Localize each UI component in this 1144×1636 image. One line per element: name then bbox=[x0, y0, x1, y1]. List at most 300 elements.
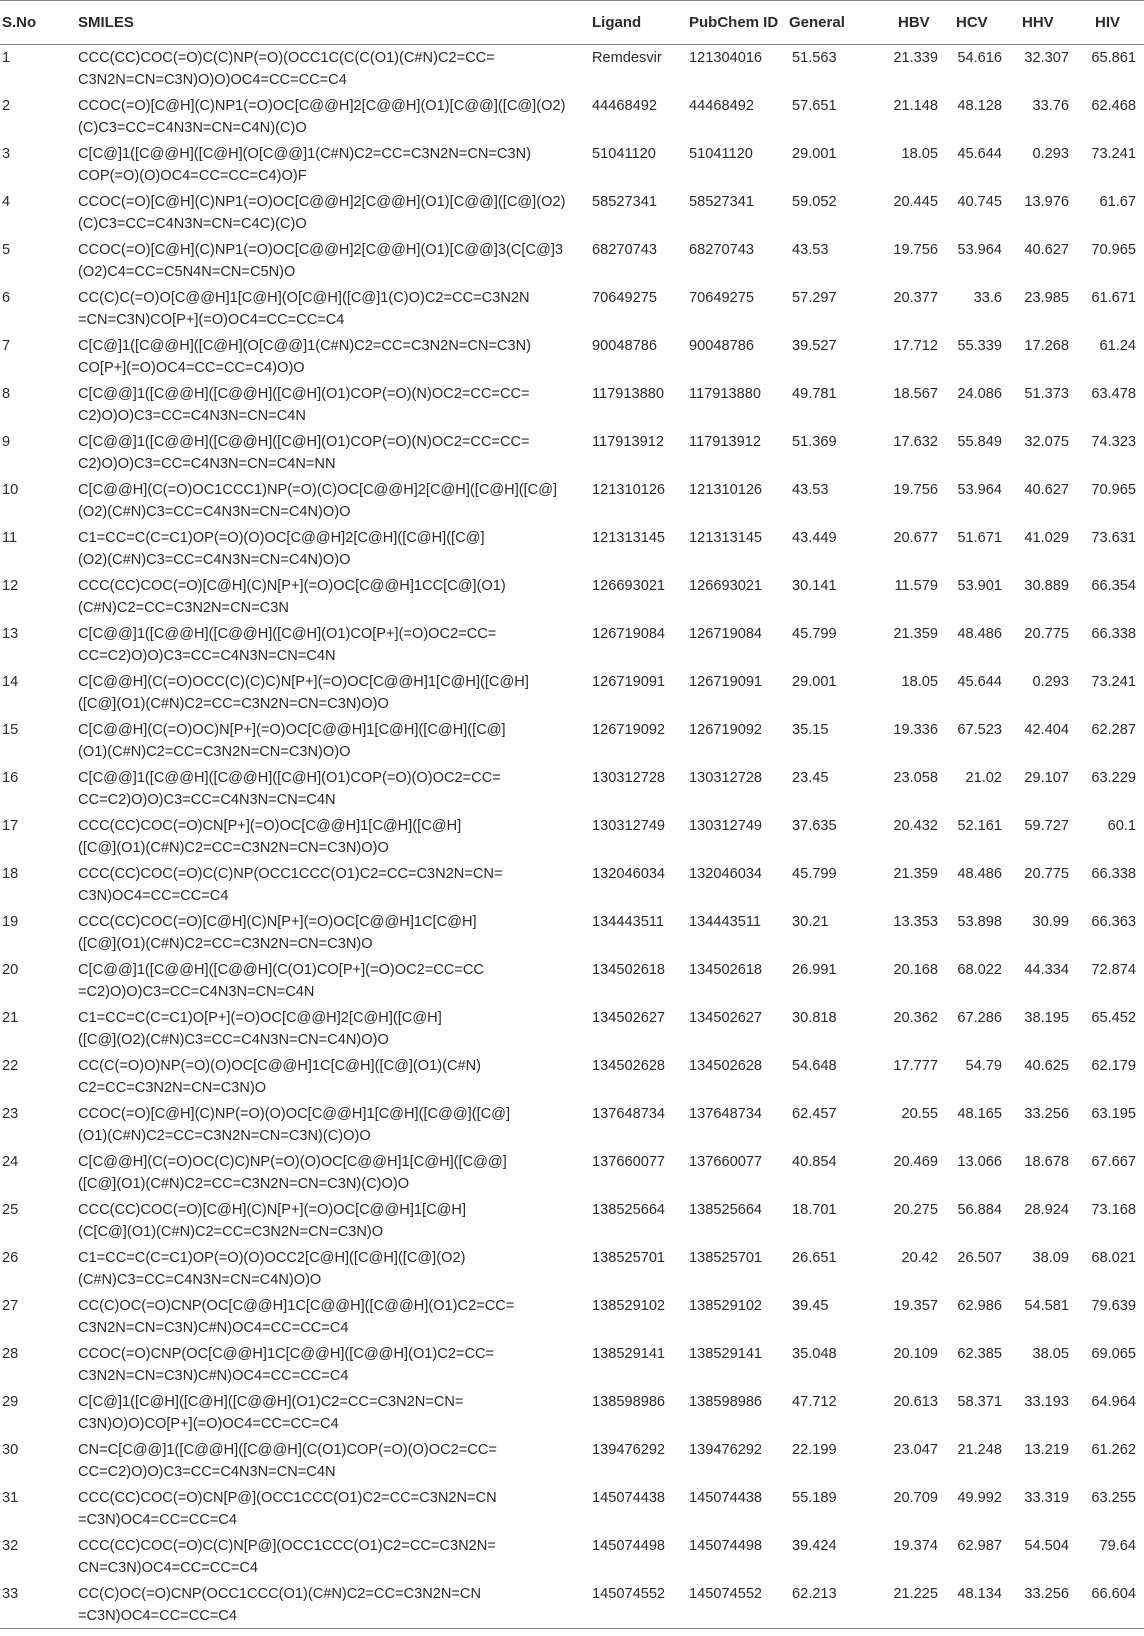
table-row bbox=[0, 45, 1144, 93]
table-row bbox=[0, 285, 1144, 333]
cell-sno: 23 bbox=[2, 1105, 19, 1122]
cell-pubchem-id: 145074552 bbox=[689, 1581, 789, 1629]
cell-ligand: 137648734 bbox=[592, 1105, 666, 1122]
table-row bbox=[0, 861, 1144, 909]
cell-smiles: C[C@@]1([C@@H]([C@@H]([C@H](O1)CO[P+](=O)OC2=CC= CC=C2)O)O)C3=CC=C4N3N=CN=C4N bbox=[78, 625, 497, 664]
cell-pubchem-id: 121313145 bbox=[689, 529, 763, 546]
cell-hbv: 21.359 bbox=[893, 865, 938, 882]
cell-hbv: 18.567 bbox=[893, 385, 938, 402]
table-row bbox=[0, 1581, 1144, 1629]
cell-pubchem-id: 138525664 bbox=[689, 1201, 763, 1218]
cell-sno: 22 bbox=[2, 1057, 19, 1074]
cell-hbv: 17.777 bbox=[893, 1057, 938, 1074]
cell-smiles: CCOC(=O)[C@H](C)NP1(=O)OC[C@@H]2[C@@H](O1)[C@@]([C@](O2) (C)C3=CC=C4N3N=CN=C4N)(C)O bbox=[78, 97, 566, 136]
table-row bbox=[0, 1437, 1144, 1485]
cell-hbv: 19.357 bbox=[893, 1297, 938, 1314]
cell-hhv: 30.99 bbox=[1032, 913, 1069, 930]
table-row bbox=[0, 1245, 1144, 1293]
cell-hiv: 68.021 bbox=[1091, 1249, 1136, 1266]
cell-smiles: CCOC(=O)[C@H](C)NP(=O)(O)OC[C@@H]1[C@H]([C@@]([C@] (O1)(C#N)C2=CC=C3N2N=CN=C3N)(C)O)O bbox=[78, 1105, 511, 1144]
header-row bbox=[0, 1, 1144, 45]
cell-pubchem-id: 70649275 bbox=[689, 289, 754, 306]
cell-general: 40.854 bbox=[792, 1153, 837, 1170]
cell-hbv: 23.058 bbox=[893, 769, 938, 786]
cell-hcv: 26.507 bbox=[957, 1249, 1002, 1266]
cell-general: 55.189 bbox=[792, 1489, 837, 1506]
table-header bbox=[0, 1, 1144, 45]
cell-hcv: 49.992 bbox=[957, 1489, 1002, 1506]
cell-smiles: CC(C(=O)O)NP(=O)(O)OC[C@@H]1C[C@H]([C@](O1)(C#N) C2=CC=C3N2N=CN=C3N)O bbox=[78, 1057, 482, 1096]
cell-ligand: 126719092 bbox=[592, 721, 666, 738]
header-hbv: HBV bbox=[876, 1, 942, 45]
cell-hiv: 62.179 bbox=[1091, 1057, 1136, 1074]
cell-hbv: 21.225 bbox=[876, 1581, 942, 1629]
cell-general: 45.799 bbox=[792, 625, 837, 642]
cell-sno: 30 bbox=[2, 1441, 19, 1458]
cell-hiv: 67.667 bbox=[1091, 1153, 1136, 1170]
cell-hhv: 51.373 bbox=[1024, 385, 1069, 402]
cell-smiles: CCOC(=O)[C@H](C)NP1(=O)OC[C@@H]2[C@@H](O1)[C@@]3(C[C@]3 (O2)C4=CC=C5N4N=CN=C5N)O bbox=[78, 241, 564, 280]
cell-hbv: 19.756 bbox=[893, 481, 938, 498]
cell-hcv: 45.644 bbox=[957, 673, 1002, 690]
header-hiv: HIV bbox=[1073, 1, 1144, 45]
cell-hhv: 38.05 bbox=[1032, 1345, 1069, 1362]
cell-sno: 7 bbox=[2, 337, 11, 354]
cell-hhv: 40.625 bbox=[1024, 1057, 1069, 1074]
cell-hiv: 73.631 bbox=[1091, 529, 1136, 546]
cell-sno: 3 bbox=[2, 145, 11, 162]
cell-ligand: 90048786 bbox=[592, 337, 657, 354]
cell-sno: 31 bbox=[2, 1489, 19, 1506]
cell-general: 54.648 bbox=[792, 1057, 837, 1074]
cell-hhv: 33.256 bbox=[1024, 1105, 1069, 1122]
table-row bbox=[0, 909, 1144, 957]
cell-pubchem-id: 44468492 bbox=[689, 97, 754, 114]
cell-hcv: 62.385 bbox=[957, 1345, 1002, 1362]
cell-sno: 25 bbox=[2, 1201, 19, 1218]
cell-sno: 26 bbox=[2, 1249, 19, 1266]
table-row bbox=[0, 717, 1144, 765]
cell-hcv: 52.161 bbox=[957, 817, 1002, 834]
cell-pubchem-id: 68270743 bbox=[689, 241, 754, 258]
cell-pubchem-id: 145074438 bbox=[689, 1489, 763, 1506]
cell-hbv: 19.756 bbox=[893, 241, 938, 258]
cell-hhv: 0.293 bbox=[1032, 673, 1069, 690]
cell-hbv: 17.632 bbox=[893, 433, 938, 450]
cell-smiles: C1=CC=C(C=C1)OP(=O)(O)OCC2[C@H]([C@H]([C@](O2) (C#N)C3=CC=C4N3N=CN=C4N)O)O bbox=[78, 1249, 466, 1288]
cell-ligand: 117913880 bbox=[592, 385, 664, 402]
table-body bbox=[0, 45, 1144, 1629]
cell-smiles: C1=CC=C(C=C1)OP(=O)(O)OC[C@@H]2[C@H]([C@H]([C@] (O2)(C#N)C3=CC=C4N3N=CN=C4N)O)O bbox=[78, 529, 485, 568]
cell-hcv: 33.6 bbox=[973, 289, 1002, 306]
cell-sno: 24 bbox=[2, 1153, 19, 1170]
cell-pubchem-id: 132046034 bbox=[689, 865, 763, 882]
cell-hiv: 73.168 bbox=[1091, 1201, 1136, 1218]
cell-smiles: C[C@@]1([C@@H]([C@@H]([C@H](O1)COP(=O)(N)OC2=CC=CC= C2)O)O)C3=CC=C4N3N=CN=C4N=NN bbox=[78, 433, 530, 472]
cell-hiv: 62.287 bbox=[1091, 721, 1136, 738]
cell-sno: 12 bbox=[2, 577, 19, 594]
cell-hcv: 62.986 bbox=[957, 1297, 1002, 1314]
cell-hiv: 72.874 bbox=[1091, 961, 1136, 978]
cell-hbv: 20.469 bbox=[893, 1153, 938, 1170]
cell-general: 43.53 bbox=[792, 241, 829, 258]
cell-ligand: 138529141 bbox=[592, 1345, 666, 1362]
cell-smiles: CCC(CC)COC(=O)C(C)NP(=O)(OCC1C(C(C(O1)(C#N)C2=CC= C3N2N=CN=C3N)O)O)OC4=CC=CC=C4 bbox=[78, 50, 495, 88]
cell-hbv: 18.05 bbox=[901, 673, 938, 690]
cell-general: 26.651 bbox=[792, 1249, 837, 1266]
cell-hhv: 33.76 bbox=[1032, 97, 1069, 114]
cell-hbv: 20.445 bbox=[893, 193, 938, 210]
cell-pubchem-id: 126719091 bbox=[689, 673, 763, 690]
cell-hcv: 58.371 bbox=[957, 1393, 1002, 1410]
cell-pubchem-id: 138525701 bbox=[689, 1249, 763, 1266]
cell-general: 39.424 bbox=[792, 1537, 837, 1554]
cell-smiles: CCC(CC)COC(=O)C(C)N[P@](OCC1CCC(O1)C2=CC=C3N2N= CN=C3N)OC4=CC=CC=C4 bbox=[78, 1537, 496, 1576]
cell-hiv: 65.861 bbox=[1091, 50, 1136, 66]
cell-hhv: 30.889 bbox=[1024, 577, 1069, 594]
cell-ligand: 117913912 bbox=[592, 433, 664, 450]
cell-ligand: 132046034 bbox=[592, 865, 666, 882]
cell-ligand: 134502618 bbox=[592, 961, 666, 978]
cell-hcv: 53.964 bbox=[957, 241, 1002, 258]
cell-general: 35.048 bbox=[792, 1345, 837, 1362]
cell-ligand: 138529102 bbox=[592, 1297, 666, 1314]
cell-hbv: 20.55 bbox=[901, 1105, 938, 1122]
table-row bbox=[0, 1341, 1144, 1389]
table-row bbox=[0, 813, 1144, 861]
cell-hcv: 53.898 bbox=[957, 913, 1002, 930]
cell-hhv: 32.075 bbox=[1024, 433, 1069, 450]
cell-hiv: 70.965 bbox=[1091, 241, 1136, 258]
cell-smiles: CCC(CC)COC(=O)C(C)NP(OCC1CCC(O1)C2=CC=C3N2N=CN= C3N)OC4=CC=CC=C4 bbox=[78, 865, 503, 904]
cell-smiles: C[C@]1([C@H]([C@H]([C@@H](O1)C2=CC=C3N2N=CN= C3N)O)O)CO[P+](=O)OC4=CC=CC=C4 bbox=[78, 1393, 464, 1432]
header-smiles: SMILES bbox=[78, 1, 592, 45]
cell-smiles: C[C@]1([C@@H]([C@H](O[C@@]1(C#N)C2=CC=C3N2N=CN=C3N) COP(=O)(O)OC4=CC=CC=C4)O)F bbox=[78, 145, 531, 184]
cell-sno: 20 bbox=[2, 961, 19, 978]
cell-pubchem-id: 117913880 bbox=[689, 385, 761, 402]
cell-hcv: 51.671 bbox=[957, 529, 1002, 546]
cell-smiles: CCC(CC)COC(=O)[C@H](C)N[P+](=O)OC[C@@H]1C[C@H] ([C@](O1)(C#N)C2=CC=C3N2N=CN=C3N)O bbox=[78, 913, 477, 952]
cell-smiles: C[C@@]1([C@@H]([C@@H](C(O1)CO[P+](=O)OC2=CC=CC =C2)O)O)C3=CC=C4N3N=CN=C4N bbox=[78, 961, 484, 1000]
cell-pubchem-id: 138529102 bbox=[689, 1297, 763, 1314]
cell-hiv: 60.1 bbox=[1107, 817, 1136, 834]
cell-general: 47.712 bbox=[792, 1393, 837, 1410]
cell-hiv: 63.478 bbox=[1091, 385, 1136, 402]
cell-hhv: 44.334 bbox=[1024, 961, 1069, 978]
cell-ligand: 126719091 bbox=[592, 673, 666, 690]
cell-general: 59.052 bbox=[792, 193, 837, 210]
cell-hiv: 66.604 bbox=[1073, 1581, 1144, 1629]
cell-hiv: 66.338 bbox=[1091, 625, 1136, 642]
cell-hhv: 0.293 bbox=[1032, 145, 1069, 162]
cell-smiles: CN=C[C@@]1([C@@H]([C@@H](C(O1)COP(=O)(O)OC2=CC= CC=C2)O)O)C3=CC=C4N3N=CN=C4N bbox=[78, 1441, 497, 1480]
cell-ligand: 58527341 bbox=[592, 193, 657, 210]
cell-hcv: 24.086 bbox=[957, 385, 1002, 402]
cell-hcv: 40.745 bbox=[957, 193, 1002, 210]
cell-hhv: 33.193 bbox=[1024, 1393, 1069, 1410]
cell-hcv: 21.02 bbox=[965, 769, 1002, 786]
cell-hiv: 79.64 bbox=[1099, 1537, 1136, 1554]
cell-hcv: 56.884 bbox=[957, 1201, 1002, 1218]
cell-smiles: C[C@@H](C(=O)OC(C)C)NP(=O)(O)OC[C@@H]1[C@H]([C@@] ([C@](O1)(C#N)C2=CC=C3N2N=CN=C3N)(C)O)O bbox=[78, 1153, 507, 1192]
cell-general: 29.001 bbox=[792, 145, 837, 162]
cell-hhv: 38.09 bbox=[1032, 1249, 1069, 1266]
cell-smiles: CCOC(=O)CNP(OC[C@@H]1C[C@@H]([C@@H](O1)C2=CC= C3N2N=CN=C3N)C#N)OC4=CC=CC=C4 bbox=[78, 1345, 495, 1384]
cell-hbv: 13.353 bbox=[893, 913, 938, 930]
cell-sno: 17 bbox=[2, 817, 19, 834]
cell-sno: 2 bbox=[2, 97, 11, 114]
cell-sno: 21 bbox=[2, 1009, 19, 1026]
cell-sno: 32 bbox=[2, 1537, 19, 1554]
cell-hhv: 59.727 bbox=[1024, 817, 1069, 834]
cell-smiles: CC(C)OC(=O)CNP(OC[C@@H]1C[C@@H]([C@@H](O1)C2=CC= C3N2N=CN=C3N)C#N)OC4=CC=CC=C4 bbox=[78, 1297, 515, 1336]
cell-hhv: 18.678 bbox=[1024, 1153, 1069, 1170]
cell-sno: 6 bbox=[2, 289, 11, 306]
cell-hiv: 74.323 bbox=[1091, 433, 1136, 450]
cell-hiv: 61.24 bbox=[1099, 337, 1136, 354]
cell-hbv: 20.275 bbox=[893, 1201, 938, 1218]
cell-smiles: C[C@@H](C(=O)OC)N[P+](=O)OC[C@@H]1[C@H]([C@H]([C@] (O1)(C#N)C2=CC=C3N2N=CN=C3N)O)O bbox=[78, 721, 506, 760]
cell-hhv: 54.504 bbox=[1024, 1537, 1069, 1554]
cell-general: 51.563 bbox=[792, 50, 837, 66]
cell-general: 23.45 bbox=[792, 769, 829, 786]
cell-hiv: 63.195 bbox=[1091, 1105, 1136, 1122]
cell-ligand: 44468492 bbox=[592, 97, 657, 114]
table-row bbox=[0, 429, 1144, 477]
cell-hbv: 20.677 bbox=[893, 529, 938, 546]
cell-pubchem-id: 137648734 bbox=[689, 1105, 763, 1122]
table-row bbox=[0, 381, 1144, 429]
cell-hbv: 20.168 bbox=[893, 961, 938, 978]
cell-sno: 28 bbox=[2, 1345, 19, 1362]
cell-hcv: 54.616 bbox=[957, 50, 1002, 66]
cell-sno: 18 bbox=[2, 865, 19, 882]
cell-sno: 15 bbox=[2, 721, 19, 738]
table-row bbox=[0, 621, 1144, 669]
cell-hcv: 62.987 bbox=[957, 1537, 1002, 1554]
cell-hiv: 66.338 bbox=[1091, 865, 1136, 882]
cell-general: 57.651 bbox=[792, 97, 837, 114]
cell-general: 37.635 bbox=[792, 817, 837, 834]
cell-general: 30.141 bbox=[792, 577, 837, 594]
cell-hcv: 53.901 bbox=[957, 577, 1002, 594]
table-row bbox=[0, 525, 1144, 573]
cell-pubchem-id: 130312728 bbox=[689, 769, 763, 786]
header-hhv: HHV bbox=[1008, 1, 1073, 45]
cell-hiv: 79.639 bbox=[1091, 1297, 1136, 1314]
cell-hiv: 73.241 bbox=[1091, 673, 1136, 690]
cell-smiles: C[C@@]1([C@@H]([C@@H]([C@H](O1)COP(=O)(N)OC2=CC=CC= C2)O)O)C3=CC=C4N3N=CN=C4N bbox=[78, 385, 530, 424]
table-row bbox=[0, 189, 1144, 237]
cell-hhv: 54.581 bbox=[1024, 1297, 1069, 1314]
cell-hhv: 20.775 bbox=[1024, 625, 1069, 642]
cell-general: 51.369 bbox=[792, 433, 837, 450]
cell-ligand: 145074498 bbox=[592, 1537, 666, 1554]
cell-general: 62.213 bbox=[789, 1581, 876, 1629]
cell-sno: 5 bbox=[2, 241, 11, 258]
cell-smiles: CC(C)C(=O)O[C@@H]1[C@H](O[C@H]([C@]1(C)O)C2=CC=C3N2N =CN=C3N)CO[P+](=O)OC4=CC=CC=C4 bbox=[78, 289, 530, 328]
cell-hiv: 65.452 bbox=[1091, 1009, 1136, 1026]
table-row bbox=[0, 1005, 1144, 1053]
table-row bbox=[0, 669, 1144, 717]
cell-hbv: 20.709 bbox=[893, 1489, 938, 1506]
cell-hcv: 55.339 bbox=[957, 337, 1002, 354]
cell-pubchem-id: 138529141 bbox=[689, 1345, 763, 1362]
cell-pubchem-id: 117913912 bbox=[689, 433, 761, 450]
cell-hcv: 13.066 bbox=[957, 1153, 1002, 1170]
cell-hcv: 67.523 bbox=[957, 721, 1002, 738]
cell-ligand: 137660077 bbox=[592, 1153, 666, 1170]
cell-general: 45.799 bbox=[792, 865, 837, 882]
cell-ligand: 145074552 bbox=[592, 1581, 689, 1629]
cell-hcv: 53.964 bbox=[957, 481, 1002, 498]
cell-hcv: 21.248 bbox=[957, 1441, 1002, 1458]
table-row bbox=[0, 573, 1144, 621]
cell-sno: 8 bbox=[2, 385, 11, 402]
cell-general: 18.701 bbox=[792, 1201, 837, 1218]
cell-pubchem-id: 130312749 bbox=[689, 817, 763, 834]
cell-hiv: 61.262 bbox=[1091, 1441, 1136, 1458]
cell-smiles: CCC(CC)COC(=O)[C@H](C)N[P+](=O)OC[C@@H]1[C@H] (C[C@](O1)(C#N)C2=CC=C3N2N=CN=C3N)O bbox=[78, 1201, 467, 1240]
cell-general: 49.781 bbox=[792, 385, 837, 402]
table-row bbox=[0, 957, 1144, 1005]
cell-pubchem-id: 145074498 bbox=[689, 1537, 763, 1554]
cell-general: 30.21 bbox=[792, 913, 829, 930]
cell-general: 57.297 bbox=[792, 289, 837, 306]
cell-hbv: 20.377 bbox=[893, 289, 938, 306]
cell-ligand: 134502627 bbox=[592, 1009, 666, 1026]
cell-smiles: CCOC(=O)[C@H](C)NP1(=O)OC[C@@H]2[C@@H](O1)[C@@]([C@](O2) (C)C3=CC=C4N3N=CN=C4C)(C)O bbox=[78, 193, 566, 232]
cell-sno: 27 bbox=[2, 1297, 19, 1314]
cell-sno: 1 bbox=[2, 50, 11, 66]
cell-pubchem-id: 51041120 bbox=[689, 145, 753, 162]
cell-hbv: 21.359 bbox=[893, 625, 938, 642]
cell-hiv: 66.354 bbox=[1091, 577, 1136, 594]
cell-pubchem-id: 138598986 bbox=[689, 1393, 763, 1410]
cell-hhv: 20.775 bbox=[1024, 865, 1069, 882]
cell-general: 29.001 bbox=[792, 673, 837, 690]
table-row bbox=[0, 1149, 1144, 1197]
cell-hiv: 62.468 bbox=[1091, 97, 1136, 114]
cell-general: 39.527 bbox=[792, 337, 837, 354]
cell-pubchem-id: 126719084 bbox=[689, 625, 763, 642]
cell-general: 39.45 bbox=[792, 1297, 829, 1314]
cell-hiv: 61.67 bbox=[1099, 193, 1136, 210]
cell-pubchem-id: 134502627 bbox=[689, 1009, 763, 1026]
cell-hiv: 64.964 bbox=[1091, 1393, 1136, 1410]
cell-hiv: 63.229 bbox=[1091, 769, 1136, 786]
cell-hhv: 32.307 bbox=[1024, 50, 1069, 66]
cell-hiv: 69.065 bbox=[1091, 1345, 1136, 1362]
cell-hbv: 11.579 bbox=[894, 577, 938, 594]
cell-smiles: C[C@@]1([C@@H]([C@@H]([C@H](O1)COP(=O)(O)OC2=CC= CC=C2)O)O)C3=CC=C4N3N=CN=C4N bbox=[78, 769, 501, 808]
table-row bbox=[0, 1293, 1144, 1341]
cell-ligand: 130312749 bbox=[592, 817, 666, 834]
cell-hiv: 66.363 bbox=[1091, 913, 1136, 930]
cell-ligand: 130312728 bbox=[592, 769, 666, 786]
header-pubchem-id: PubChem ID bbox=[689, 1, 789, 45]
cell-pubchem-id: 137660077 bbox=[689, 1153, 763, 1170]
cell-hbv: 18.05 bbox=[901, 145, 938, 162]
cell-sno: 16 bbox=[2, 769, 19, 786]
cell-ligand: 51041120 bbox=[592, 145, 656, 162]
table-row bbox=[0, 765, 1144, 813]
cell-hbv: 17.712 bbox=[893, 337, 938, 354]
cell-sno: 14 bbox=[2, 673, 19, 690]
header-ligand: Ligand bbox=[592, 1, 689, 45]
cell-hbv: 19.374 bbox=[893, 1537, 938, 1554]
header-general: General bbox=[789, 1, 876, 45]
cell-general: 35.15 bbox=[792, 721, 829, 738]
table-row bbox=[0, 1485, 1144, 1533]
cell-hiv: 63.255 bbox=[1091, 1489, 1136, 1506]
cell-ligand: Remdesvir bbox=[592, 50, 662, 66]
cell-smiles: CC(C)OC(=O)CNP(OCC1CCC(O1)(C#N)C2=CC=C3N2N=CN =C3N)OC4=CC=CC=C4 bbox=[78, 1581, 592, 1629]
cell-sno: 4 bbox=[2, 193, 11, 210]
cell-hbv: 20.432 bbox=[893, 817, 938, 834]
cell-hbv: 23.047 bbox=[893, 1441, 938, 1458]
cell-hhv: 23.985 bbox=[1024, 289, 1069, 306]
cell-ligand: 134443511 bbox=[592, 913, 664, 930]
header-hcv: HCV bbox=[942, 1, 1008, 45]
cell-hcv: 67.286 bbox=[957, 1009, 1002, 1026]
cell-smiles: CCC(CC)COC(=O)CN[P@](OCC1CCC(O1)C2=CC=C3N2N=CN =C3N)OC4=CC=CC=C4 bbox=[78, 1489, 497, 1528]
cell-smiles: CCC(CC)COC(=O)CN[P+](=O)OC[C@@H]1[C@H]([C@H] ([C@](O1)(C#N)C2=CC=C3N2N=CN=C3N)O)O bbox=[78, 817, 462, 856]
cell-hhv: 29.107 bbox=[1024, 769, 1069, 786]
cell-general: 43.449 bbox=[792, 529, 837, 546]
table-row bbox=[0, 1533, 1144, 1581]
cell-pubchem-id: 121310126 bbox=[689, 481, 763, 498]
cell-hhv: 33.256 bbox=[1008, 1581, 1073, 1629]
cell-pubchem-id: 139476292 bbox=[689, 1441, 763, 1458]
cell-ligand: 68270743 bbox=[592, 241, 657, 258]
cell-sno: 33 bbox=[0, 1581, 78, 1629]
cell-hbv: 20.109 bbox=[893, 1345, 938, 1362]
table-row bbox=[0, 93, 1144, 141]
cell-hiv: 70.965 bbox=[1091, 481, 1136, 498]
cell-hcv: 45.644 bbox=[957, 145, 1002, 162]
cell-hbv: 20.362 bbox=[893, 1009, 938, 1026]
cell-smiles: C[C@@H](C(=O)OCC(C)(C)C)N[P+](=O)OC[C@@H]1[C@H]([C@H] ([C@](O1)(C#N)C2=CC=C3N2N=CN=C3N)O)O bbox=[78, 673, 529, 712]
cell-ligand: 138525701 bbox=[592, 1249, 666, 1266]
cell-sno: 10 bbox=[2, 481, 19, 498]
cell-ligand: 121310126 bbox=[592, 481, 666, 498]
cell-sno: 19 bbox=[2, 913, 19, 930]
table-row bbox=[0, 1197, 1144, 1245]
cell-hhv: 28.924 bbox=[1024, 1201, 1069, 1218]
cell-ligand: 70649275 bbox=[592, 289, 657, 306]
cell-smiles: CCC(CC)COC(=O)[C@H](C)N[P+](=O)OC[C@@H]1CC[C@](O1) (C#N)C2=CC=C3N2N=CN=C3N bbox=[78, 577, 506, 616]
table-row bbox=[0, 1101, 1144, 1149]
table-row bbox=[0, 141, 1144, 189]
cell-general: 43.53 bbox=[792, 481, 829, 498]
cell-hhv: 13.976 bbox=[1024, 193, 1069, 210]
cell-hcv: 48.486 bbox=[957, 625, 1002, 642]
cell-hcv: 55.849 bbox=[957, 433, 1002, 450]
cell-hcv: 48.128 bbox=[957, 97, 1002, 114]
cell-hcv: 54.79 bbox=[965, 1057, 1002, 1074]
cell-pubchem-id: 58527341 bbox=[689, 193, 754, 210]
cell-ligand: 145074438 bbox=[592, 1489, 666, 1506]
cell-ligand: 138598986 bbox=[592, 1393, 666, 1410]
cell-sno: 11 bbox=[2, 529, 18, 546]
cell-ligand: 126693021 bbox=[592, 577, 666, 594]
cell-general: 62.457 bbox=[792, 1105, 837, 1122]
cell-hhv: 17.268 bbox=[1024, 337, 1069, 354]
cell-hbv: 19.336 bbox=[893, 721, 938, 738]
cell-hhv: 41.029 bbox=[1024, 529, 1069, 546]
cell-hcv: 48.134 bbox=[942, 1581, 1008, 1629]
